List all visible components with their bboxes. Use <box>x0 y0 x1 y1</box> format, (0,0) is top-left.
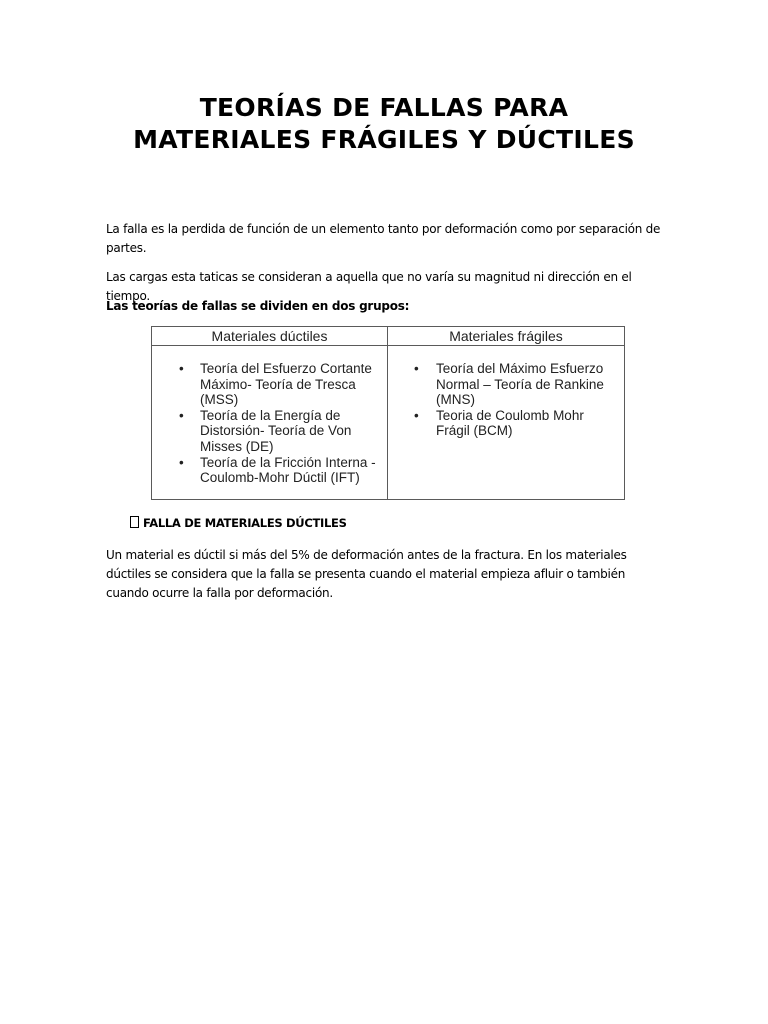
ductile-column <box>152 327 388 499</box>
paragraph-groups-intro: Las teorías de fallas se dividen en dos grupos: <box>106 299 410 313</box>
list-item-text: Teoría de la Energía de Distorsión- Teoría de Von Misses (DE) <box>200 407 352 454</box>
title-line-1: TEORÍAS DE FALLAS PARA <box>199 93 569 122</box>
list-item-text: Teoría del Máximo Esfuerzo Normal – Teoría de Rankine (MNS) <box>436 361 604 408</box>
document-title <box>0 92 768 156</box>
bullet-icon: • <box>179 407 184 423</box>
theories-table <box>151 326 625 500</box>
list-item <box>152 361 387 408</box>
list-item-text: Teoria de Coulomb Mohr Frágil (BCM) <box>436 407 584 439</box>
fragile-column <box>388 327 624 499</box>
list-item-text: Teoría de la Fricción Interna - Coulomb-Mohr Dúctil (IFT) <box>200 454 376 486</box>
section-heading-text: FALLA DE MATERIALES DÚCTILES <box>143 516 347 530</box>
ductile-list <box>152 361 387 486</box>
checkbox-placeholder-icon <box>130 516 139 528</box>
paragraph-definition: La falla es la perdida de función de un elemento tanto por deformación como por separación de partes. <box>106 222 661 255</box>
fragile-list <box>388 361 624 439</box>
bullet-icon: • <box>414 407 419 423</box>
title-line-2: MATERIALES FRÁGILES Y DÚCTILES <box>133 125 635 154</box>
bullet-icon: • <box>179 454 184 470</box>
paragraph-ductile-failure: Un material es dúctil si más del 5% de deformación antes de la fractura. En los materiales dúctiles se considera que la falla se presenta cuando el material empieza afluir o también cuando ocurre la falla por deformación. <box>106 548 627 600</box>
list-item <box>152 455 387 486</box>
list-item <box>152 408 387 455</box>
bullet-icon: • <box>179 361 184 376</box>
section-heading <box>130 515 347 531</box>
list-item-text: Teoría del Esfuerzo Cortante Máximo- Teoría de Tresca (MSS) <box>200 361 372 408</box>
fragile-header: Materiales frágiles <box>388 327 624 346</box>
paragraph-static-loads: Las cargas esta taticas se consideran a aquella que no varía su magnitud ni dirección en el tiempo. <box>106 270 632 303</box>
ductile-header: Materiales dúctiles <box>152 327 387 346</box>
list-item <box>388 408 624 439</box>
list-item <box>388 361 624 408</box>
bullet-icon: • <box>414 361 419 376</box>
